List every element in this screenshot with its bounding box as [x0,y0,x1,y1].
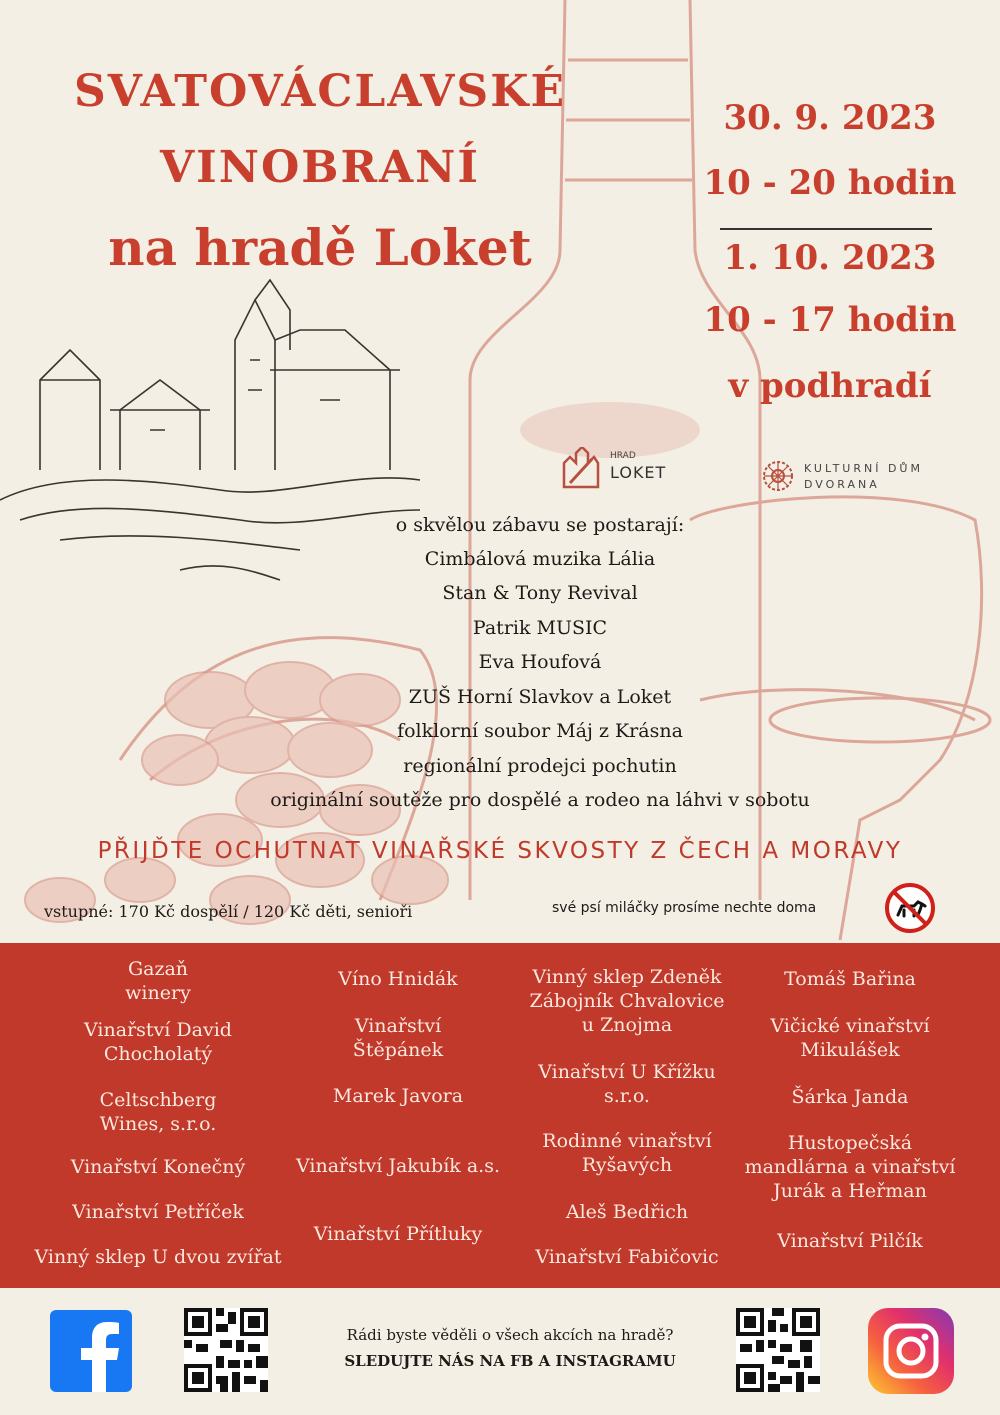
program-line: Eva Houfová [478,651,602,673]
qr-code-icon [736,1308,820,1392]
winery-name: Vinařství David Chocholatý [84,1019,232,1065]
winery-name: Gazaň winery [125,958,191,1004]
kd-logo-small-text: KULTURNÍ DŮM [804,462,923,475]
winery-name: Celtschberg Wines, s.r.o. [99,1089,217,1135]
hours-2: 10 - 17 hodin [703,300,957,340]
program-line: Cimbálová muzika Lália [424,548,656,570]
entry-fee: vstupné: 170 Kč dospělí / 120 Kč děti, senioři [44,902,413,921]
winery-name: Vinařství Přítluky [313,1223,483,1245]
winery-name: Tomáš Bařina [784,968,916,990]
winery-name: Šárka Janda [791,1086,909,1108]
castle-logo-icon [560,447,602,491]
winery-name: Vinařství Fabičovic [535,1246,719,1268]
winery-name: Aleš Bedřich [565,1201,689,1223]
slogan: PŘIJĎTE OCHUTNAT VINAŘSKÉ SKVOSTY Z ČECH A MORAVY [97,838,903,864]
footer-follow: SLEDUJTE NÁS NA FB A INSTAGRAMU [344,1352,676,1370]
program-line: Patrik MUSIC [472,617,608,639]
hrad-loket-logo [560,445,680,495]
winery-name: Vinařství Pilčík [777,1230,923,1252]
program-line: Stan & Tony Revival [442,582,638,604]
no-dogs-icon [884,882,936,934]
program-line: o skvělou zábavu se postarají: [395,514,685,536]
title-line-1: SVATOVÁCLAVSKÉ [74,66,566,117]
hrad-logo-big-text: LOKET [610,463,667,482]
hours-1: 10 - 20 hodin [703,163,957,203]
winery-name: Vinařství Konečný [70,1156,246,1178]
program-line: originální soutěže pro dospělé a rodeo na láhvi v sobotu [270,789,810,811]
instagram-icon[interactable] [868,1308,954,1394]
winery-name: Vinařství Jakubík a.s. [296,1155,500,1177]
facebook-icon[interactable] [50,1310,132,1392]
winery-name: Marek Javora [332,1085,464,1107]
title-line-3: na hradě Loket [108,218,532,277]
kulturni-dum-logo [760,458,960,498]
winery-name: Vičické vinařství Mikulášek [770,1015,930,1061]
date-1: 30. 9. 2023 [723,98,937,138]
qr-code-instagram[interactable] [736,1308,820,1392]
title-line-2: VINOBRANÍ [160,142,480,193]
dogs-note: své psí miláčky prosíme nechte doma [552,900,817,916]
winery-name: Vinařství U Křížku s.r.o. [538,1061,716,1107]
qr-code-facebook[interactable] [184,1308,268,1392]
castle-illustration [0,270,450,590]
winery-name: Vinařství Petříček [72,1201,244,1223]
winery-name: Víno Hnidák [338,968,458,990]
date-2: 1. 10. 2023 [723,238,937,278]
winery-name: Vinařství Štěpánek [352,1015,444,1061]
winery-name: Rodinné vinařství Ryšavých [542,1130,712,1176]
winery-name: Hustopečská mandlárna a vinařství Jurák a Heřman [744,1132,956,1202]
program-line: regionální prodejci pochutin [403,755,677,777]
footer [0,1288,1000,1415]
kd-logo-big-text: DVORANA [804,478,880,491]
program-line: folklorní soubor Máj z Krásna [397,720,683,742]
qr-code-icon [184,1308,268,1392]
winery-name: Vinný sklep Zdeněk Zábojník Chvalovice u Znojma [529,966,725,1036]
hrad-logo-small-text: HRAD [610,451,636,461]
wineries-panel [0,943,1000,1288]
winery-name: Vinný sklep U dvou zvířat [34,1246,282,1268]
footer-question: Rádi byste věděli o všech akcích na hradě? [346,1326,674,1344]
dvorana-logo-icon [760,458,796,494]
date-divider [720,228,932,230]
location: v podhradí [728,366,932,406]
program-line: ZUŠ Horní Slavkov a Loket [408,686,672,708]
